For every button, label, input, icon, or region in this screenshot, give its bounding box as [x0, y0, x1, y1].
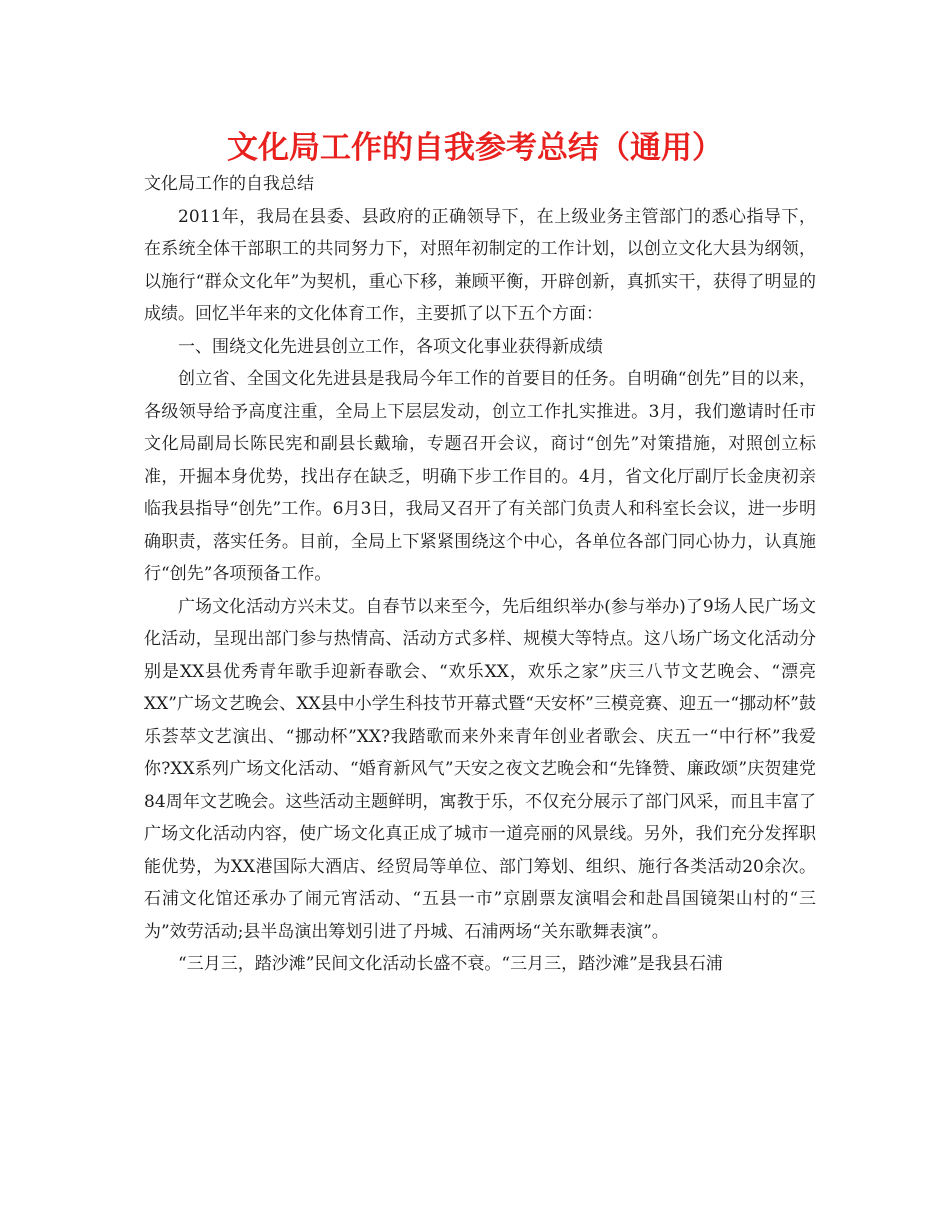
document-body — [144, 168, 816, 981]
paragraph-square-culture: 广场文化活动方兴未艾。自春节以来至今，先后组织举办(参与举办)了9场人民广场文化活动，呈现出部门参与热情高、活动方式多样、规模大等特点。这八场广场文化活动分别是XX县优秀青年歌手迎新春歌会、“欢乐XX，欢乐之家”庆三八节文艺晚会、“漂亮XX”广场文艺晚会、XX县中小学生科技节开幕式暨“天安杯”三模竞赛、迎五一“挪动杯”鼓乐荟萃文艺演出、“挪动杯”XX?我踏歌而来外来青年创业者歌会、庆五一“中行杯”我爱你?XX系列广场文化活动、“婚育新风气”天安之夜文艺晚会和“先锋赞、廉政颂”庆贺建党84周年文艺晚会。这些活动主题鲜明，寓教于乐，不仅充分展示了部门风采，而且丰富了广场文化活动内容，使广场文化真正成了城市一道亮丽的风景线。另外，我们充分发挥职能优势，为XX港国际大酒店、经贸局等单位、部门筹划、组织、施行各类活动20余次。石浦文化馆还承办了闹元宵活动、“五县一市”京剧票友演唱会和赴昌国镜架山村的“三为”效劳活动;县半岛演出筹划引进了丹城、石浦两场“关东歌舞表演”。 — [144, 596, 816, 942]
paragraph-folk-culture: “三月三，踏沙滩”民间文化活动长盛不衰。“三月三，踏沙滩”是我县石浦 — [178, 954, 723, 974]
paragraph-intro: 2011年，我局在县委、县政府的正确领导下，在上级业务主管部门的悉心指导下，在系统全体干部职工的共同努力下，对照年初制定的工作计划，以创立文化大县为纲领，以施行“群众文化年”为契机，重心下移，兼顾平衡，开辟创新，真抓实干，获得了明显的成绩。回忆半年来的文化体育工作，主要抓了以下五个方面： — [144, 206, 816, 324]
document-subtitle: 文化局工作的自我总结 — [144, 174, 314, 194]
document-title: 文化局工作的自我参考总结（通用） — [227, 130, 723, 166]
section-heading: 一、围绕文化先进县创立工作，各项文化事业获得新成绩 — [178, 336, 603, 357]
paragraph-creation: 创立省、全国文化先进县是我局今年工作的首要目的任务。自明确“创先”目的以来，各级领导给予高度注重，全局上下层层发动，创立工作扎实推进。3月，我们邀请时任市文化局副局长陈民宪和副县长戴瑜，专题召开会议，商讨“创先”对策措施，对照创立标准，开掘本身优势，找出存在缺乏，明确下步工作目的。4月，省文化厅副厅长金庚初亲临我县指导“创先”工作。6月3日，我局又召开了有关部门负责人和科室长会议，进一步明确职责，落实任务。目前，全局上下紧紧围绕这个中心，各单位各部门同心协力，认真施行“创先”各项预备工作。 — [144, 369, 816, 584]
